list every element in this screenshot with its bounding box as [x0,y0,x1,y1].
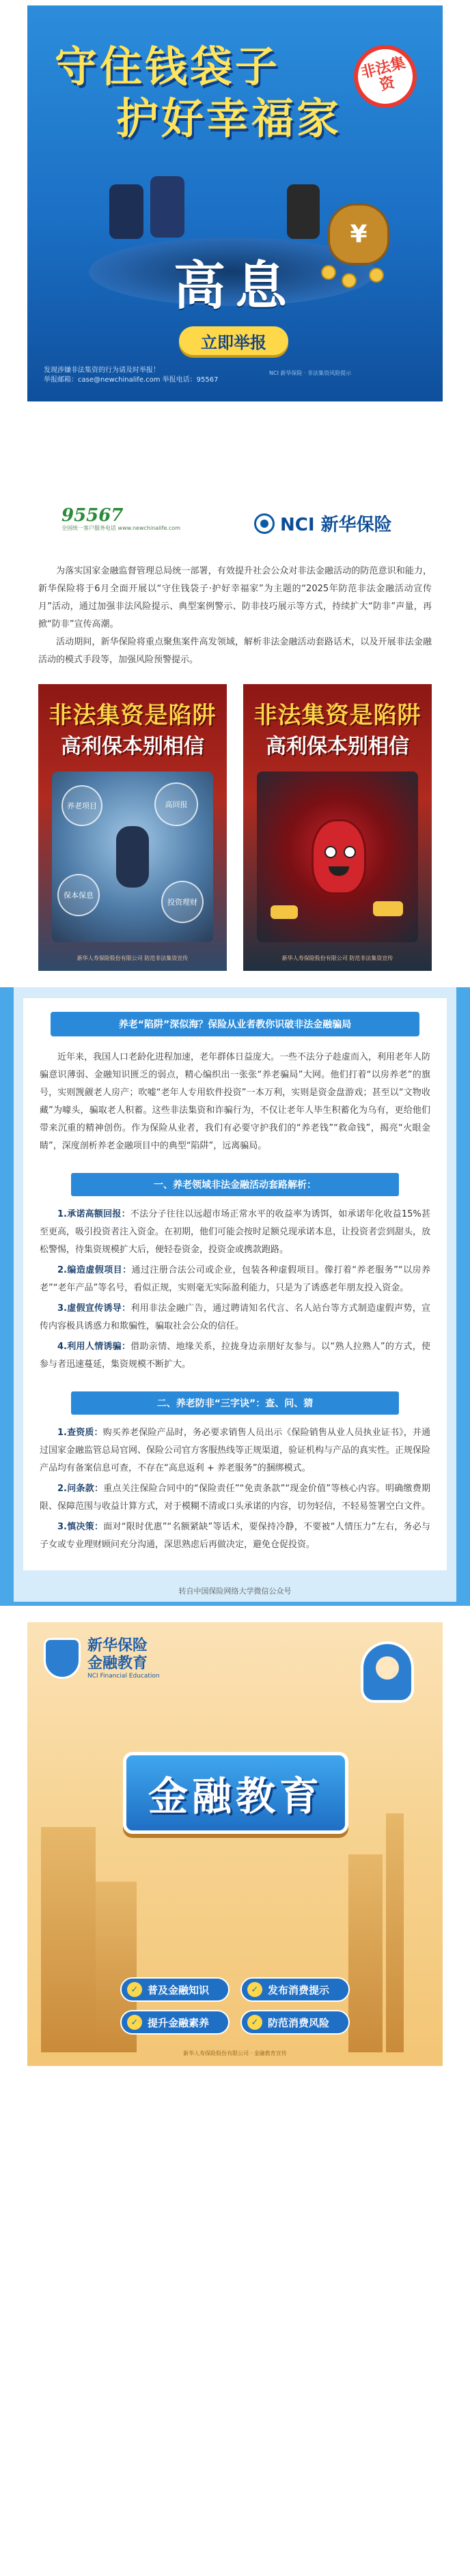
poster-pair [38,684,432,971]
check-icon: ✓ [247,1982,262,1997]
poster-left-headline2: 高利保本别相信 [61,735,204,759]
brand-cn: 新华保险 [320,515,392,535]
section-1-title: 一、养老领域非法金融活动套路解析： [71,1173,399,1196]
poster-left-scene [52,772,213,942]
section-1-item: 1.承诺高额回报：不法分子往往以远超市场正常水平的收益率为诱饵，如承诺年化收益15%甚至更高，吸引投资者注入资金。在初期，他们可能会按时足额兑现承诺本息，让投资者尝到甜头，放松警惕，待集资规模扩大后，便轻卷资金，投资金或携款跑路。 [40,1209,431,1255]
hotline-logo [61,505,180,532]
article-body-card [23,998,447,1570]
money-bag-icon: ¥ [328,203,389,265]
hero-title-line1: 守住钱袋子 [55,42,281,91]
police-figure [109,184,143,239]
nci-logo [254,511,392,536]
poster-left [38,684,227,971]
article-headline: 养老“陷阱”深似海？保险从业者教你识破非法金融骗局 [51,1012,419,1036]
poster-right-footer: 新华人寿保险股份有限公司 防范非法集资宣传 [281,955,393,961]
hotline-number: 95567 [61,505,124,526]
bubble: 高回报 [154,782,198,826]
article-lead-paragraph: 近年来，我国人口老龄化进程加速，老年群体日益庞大。一些不法分子趁虚而入，利用老年人防骗意识薄弱、金融知识匮乏的弱点，精心编织出一张张“养老骗局”大网。他们打着“以房养老”的旗号，实则觊觎老人房产；吹嘘“老年人专用软件投资”一本万利，实则是资金盘游戏；甚至以“文物收藏”为噱头，骗取老人积蓄。这些非法集资和诈骗行为，不仅让老年人毕生积蓄化为乌有，更给他们带来沉重的精神创伤。作为保险从业者，我们有必要守护我们的“养老钱”“救命钱”，揭亮“火眼金睛”，深度剖析养老金融项目中的典型“陷阱”，远离骗局。 [40,1052,431,1151]
hero-footer-line1: 发现涉嫌非法集资的行为请及时举报！ [44,367,160,374]
edu-pill: ✓ 防范消费风险 [240,2010,350,2035]
gold-ingot-icon [271,905,298,919]
intro-paragraph-1: 为落实国家金融监督管理总局统一部署，有效提升社会公众对非法金融活动的防范意识和能力，新华保险将于6月全面开展以“守住钱袋子·护好幸福家”为主题的“2025年防范非法金融活动宣传月”活动，通过加强非法风险提示、典型案例警示、防非技巧展示等方式，持续扩大“防非”声量，再掀“防非”宣传高潮。 [38,566,432,629]
article-page [0,5,470,2066]
section-1-item: 3.虚假宣传诱导：利用非法金融广告，通过聘请知名代言、名人站台等方式制造虚假声势，宣传内容极具诱惑力和欺骗性，骗取社会公众的信任。 [40,1303,430,1331]
police-figure [150,176,184,238]
shield-logo-icon [44,1638,81,1679]
section-1-item: 2.编造虚假项目：通过注册合法公司或企业，包装各种虚假项目。像打着“养老服务”“以房养老”“老年产品”等名号，看似正规，实则毫无实际盈利能力，只是为了诱惑老年朋友投入资金。 [40,1265,430,1293]
bubble: 养老项目 [61,785,102,826]
financial-education-poster [27,1622,443,2066]
check-icon: ✓ [127,2015,142,2030]
bubble: 保本保息 [57,874,100,916]
article-body-section [0,987,470,1606]
edu-brand-line1: 新华保险 [87,1637,148,1654]
poster-right [243,684,432,971]
edu-big-title-text: 金融教育 [148,1773,323,1820]
check-icon: ✓ [127,1982,142,1997]
report-button[interactable]: 立即举报 [179,326,288,355]
brand-en: NCI [280,515,315,535]
check-icon: ✓ [247,2015,262,2030]
high-interest-text: 高息 [174,255,296,316]
hotline-sub: 全国统一客户服务电话 www.newchinalife.com [61,525,180,531]
edu-brand-sub: NCI Financial Education [87,1673,160,1680]
poster-right-scene [257,772,418,942]
intro-paragraph-2: 活动期间，新华保险将重点聚焦案件高发领域，解析非法金融活动套路话术，以及开展非法金融活动的模式手段等，加强风险预警提示。 [38,637,432,665]
section-2-item: 3.慎决策：面对“限时优惠”“名额紧缺”等话术，要保持冷静，不要被“人情压力”左右，务必与子女或专业理财顾问充分沟通，深思熟虑后再做决定，避免仓促投资。 [40,1522,430,1550]
hero-footer-right: NCI 新华保险 · 非法集资风险提示 [269,370,352,376]
section-2-title: 二、养老防非“三字诀”：查、问、猜 [71,1391,399,1415]
poster-right-headline1: 非法集资是陷阱 [253,702,421,729]
hero-title-line2: 护好幸福家 [116,94,342,143]
section-2-item: 2.问条款：重点关注保险合同中的“保险责任”“免责条款”“现金价值”等核心内容。明确缴费期限、保障范围与收益计算方式，对于模糊不清或口头承诺的内容，切勿轻信，不轻易签署空白文件。 [40,1484,431,1512]
poster-left-footer: 新华人寿保险股份有限公司 防范非法集资宣传 [77,955,189,961]
building-graphic [386,1813,404,2052]
building-graphic [41,1827,96,2052]
section-1-item: 4.利用人情诱骗：借助亲情、地缘关系，拉拢身边亲朋好友参与。以“熟人拉熟人”的方式，使参与者迅速蔓延，集资规模不断扩大。 [40,1342,430,1370]
hero-poster [27,5,443,401]
edu-pill: ✓ 提升金融素养 [120,2010,230,2035]
bubble: 投资理财 [161,881,204,923]
edu-brand [44,1637,160,1680]
nci-mark-icon [254,513,275,534]
illegal-fundraising-seal: 非法集资 [347,38,424,115]
poster-right-headline2: 高利保本别相信 [266,735,409,759]
logo-row [0,505,470,546]
falling-person-figure [116,826,149,888]
edu-pill: ✓ 发布消费提示 [240,1977,350,2002]
poster-left-headline1: 非法集资是陷阱 [49,702,217,729]
edu-big-title [123,1752,348,1834]
edu-brand-line2: 金融教育 [87,1655,148,1672]
section-2-item: 1.查资质：购买养老保险产品时，务必要求销售人员出示《保险销售从业人员执业证书》，并通过国家金融监管总局官网、保险公司官方客服热线等正规渠道，验证机构与产品的真实性。正规保险产品均有备案信息可查，不存在“高息返利 + 养老服务”的捆绑模式。 [40,1428,431,1473]
mascot-icon [361,1641,414,1703]
hero-footer [44,366,426,396]
gold-ingot-icon [373,901,403,916]
hero-footer-line2: 举报邮箱：case@newchinalife.com 举报电话：95567 [44,376,219,384]
edu-footer: 新华人寿保险股份有限公司 · 金融教育宣传 [183,2050,287,2056]
building-graphic [348,1854,383,2052]
fraudster-figure [287,184,320,239]
intro-text [38,563,432,669]
transfer-note: 转自中国保险网络大学微信公众号 [178,1587,292,1596]
edu-pill: ✓ 普及金融知识 [120,1977,230,2002]
scared-money-bag-icon [312,819,366,894]
